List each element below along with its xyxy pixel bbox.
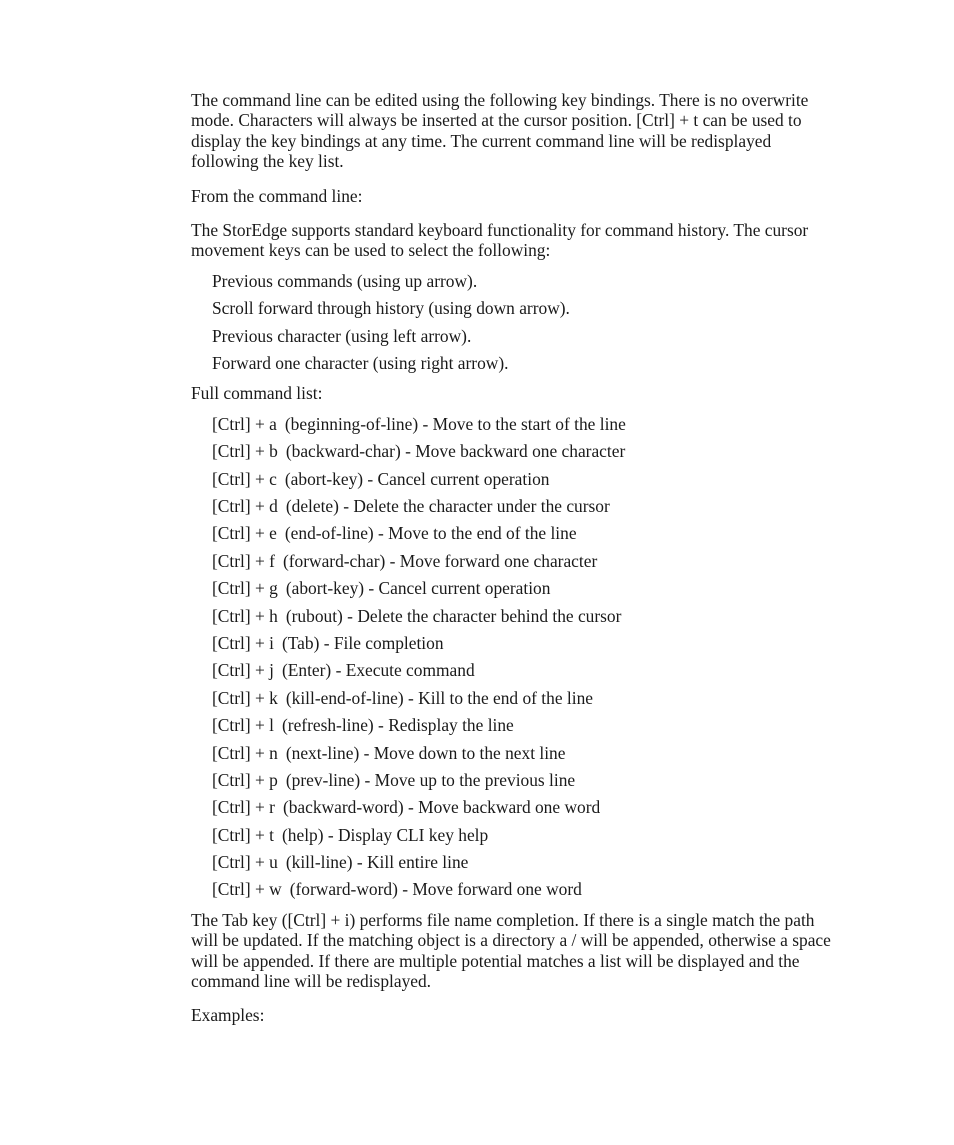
command-item — [212, 822, 841, 849]
document-page — [191, 90, 841, 1040]
history-paragraph: The StorEdge supports standard keyboard functionality for command history. The cursor movement keys can be used to select the following: — [191, 220, 809, 261]
command-item — [212, 630, 841, 657]
command-item — [212, 466, 841, 493]
command-item — [212, 520, 841, 547]
command-desc: (beginning-of-line) - Move to the start of the line — [284, 413, 626, 434]
list-item: Previous commands (using up arrow). — [212, 270, 478, 291]
command-key: [Ctrl] + u — [212, 852, 278, 873]
command-desc: (rubout) - Delete the character behind the cursor — [285, 605, 622, 626]
command-key: [Ctrl] + w — [212, 879, 282, 900]
command-key: [Ctrl] + i — [212, 632, 274, 653]
list-item: Previous character (using left arrow). — [212, 325, 472, 346]
command-desc: (refresh-line) - Redisplay the line — [281, 715, 514, 736]
command-desc: (backward-char) - Move backward one character — [285, 441, 626, 462]
command-item — [212, 575, 841, 602]
from-command-line-label: From the command line: — [191, 185, 363, 206]
command-item — [212, 411, 841, 438]
command-desc: (next-line) - Move down to the next line — [285, 742, 566, 763]
command-desc: (forward-char) - Move forward one character — [282, 550, 598, 571]
command-key: [Ctrl] + r — [212, 797, 275, 818]
command-desc: (kill-line) - Kill entire line — [285, 852, 469, 873]
command-key: [Ctrl] + g — [212, 578, 278, 599]
command-item — [212, 740, 841, 767]
examples-label: Examples: — [191, 1005, 265, 1026]
command-desc: (backward-word) - Move backward one word — [282, 797, 601, 818]
tab-completion-paragraph: The Tab key ([Ctrl] + i) performs file name completion. If there is a single match the path will be updated. If the matching object is a directory a / will be appended, otherwise a space will be appended. If there are multiple potential matches a list will be displayed and the command line will be redisplayed. — [191, 909, 831, 992]
command-item — [212, 548, 841, 575]
command-key: [Ctrl] + b — [212, 441, 278, 462]
command-item — [212, 438, 841, 465]
command-item — [212, 657, 841, 684]
command-key: [Ctrl] + t — [212, 824, 274, 845]
command-desc: (prev-line) - Move up to the previous line — [285, 769, 576, 790]
command-item — [212, 603, 841, 630]
command-desc: (abort-key) - Cancel current operation — [285, 578, 551, 599]
command-desc: (Enter) - Execute command — [281, 660, 475, 681]
command-key: [Ctrl] + k — [212, 687, 278, 708]
list-item: Scroll forward through history (using down arrow). — [212, 298, 570, 319]
command-desc: (kill-end-of-line) - Kill to the end of the line — [285, 687, 593, 708]
command-key: [Ctrl] + h — [212, 605, 278, 626]
command-item — [212, 767, 841, 794]
command-list — [212, 411, 841, 904]
command-key: [Ctrl] + l — [212, 715, 274, 736]
command-desc: (end-of-line) - Move to the end of the line — [284, 523, 577, 544]
command-desc: (delete) - Delete the character under the cursor — [285, 495, 610, 516]
command-item — [212, 712, 841, 739]
command-item — [212, 849, 841, 876]
command-desc: (forward-word) - Move forward one word — [289, 879, 582, 900]
command-desc: (Tab) - File completion — [281, 632, 444, 653]
command-key: [Ctrl] + n — [212, 742, 278, 763]
history-list — [212, 268, 841, 378]
command-item — [212, 794, 841, 821]
command-item — [212, 685, 841, 712]
command-key: [Ctrl] + e — [212, 523, 277, 544]
command-item — [212, 876, 841, 903]
command-key: [Ctrl] + p — [212, 769, 278, 790]
command-desc: (abort-key) - Cancel current operation — [284, 468, 550, 489]
list-item: Forward one character (using right arrow). — [212, 353, 509, 374]
command-key: [Ctrl] + c — [212, 468, 277, 489]
command-desc: (help) - Display CLI key help — [281, 824, 489, 845]
command-item — [212, 493, 841, 520]
command-key: [Ctrl] + f — [212, 550, 275, 571]
command-key: [Ctrl] + a — [212, 413, 277, 434]
command-key: [Ctrl] + d — [212, 495, 278, 516]
command-key: [Ctrl] + j — [212, 660, 274, 681]
full-command-list-label: Full command list: — [191, 383, 323, 404]
intro-paragraph: The command line can be edited using the following key bindings. There is no overwrite mode. Characters will always be inserted at the cursor position. [Ctrl] + t can be used to display the key bindings at any time. The current command line will be redisplayed following the key list. — [191, 90, 809, 172]
